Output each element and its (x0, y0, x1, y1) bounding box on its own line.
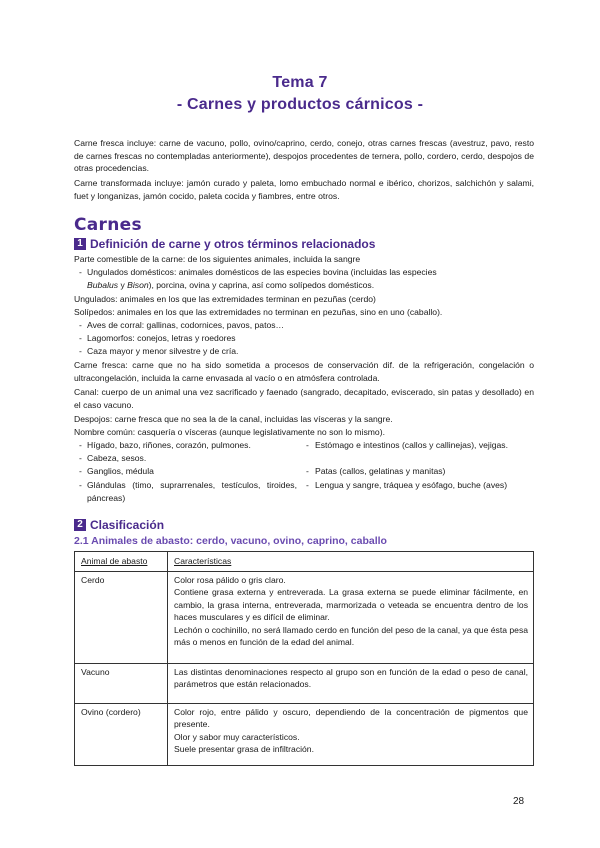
offal-item: Estómago e intestinos (callos y callinejas), vejigas. (315, 440, 508, 450)
fresh-meat-definition: Carne fresca: carne que no ha sido sometida a procesos de conservación dif. de la refrigeración, congelación o ultracongelación, incluida la carne envasada al vacío o en atmósfera controlada. (74, 360, 534, 383)
section-title: Carnes (74, 215, 142, 235)
bullet-dash: - (79, 333, 82, 343)
table-header-characteristics: Características (168, 552, 534, 572)
offal-item: Lengua y sangre, tráquea y esófago, buche (aves) (315, 480, 508, 490)
table-cell-animal: Vacuno (75, 663, 168, 703)
chapter-title: - Carnes y productos cárnicos - (176, 96, 424, 113)
heading-definition (74, 237, 375, 251)
bullet-dash: - (79, 267, 82, 277)
table-header-row (75, 552, 534, 572)
ungulates-domestic-text (87, 266, 534, 291)
chapter-number: Tema 7 (272, 74, 328, 91)
heading-text: Clasificación (90, 518, 165, 532)
characteristic-line: Color rosa pálido o gris claro. (174, 574, 286, 585)
bullet-dash: - (79, 480, 82, 490)
table-row (75, 571, 534, 663)
bullet-dash: - (79, 346, 82, 356)
characteristic-line: Color rojo, entre pálido y oscuro, dependiendo de la concentración de pigmentos que presente. (174, 706, 528, 729)
species-bison: Bison (127, 279, 149, 290)
offal-definition: Despojos: carne fresca que no sea la de la canal, incluidas las vísceras y la sangre. (74, 414, 393, 424)
characteristic-line: Lechón o cochinillo, no será llamado cerdo en función del peso de la canal, ya que ésta pesa más o menos en función de la edad del animal. (174, 624, 529, 647)
table-row (75, 663, 534, 703)
offal-item: Ganglios, médula (87, 466, 154, 476)
table-cell-characteristics (168, 703, 534, 765)
intro-fresh-meat: Carne fresca incluye: carne de vacuno, pollo, ovino/caprino, cerdo, conejo, otras carnes frescas (avestruz, pavo, resto de carnes frescas no contempladas anteriormente), despojos procedentes de ternera, pollo, cordero, cerdo, despojos de otras procedencias. (74, 138, 534, 173)
characteristic-line: Olor y sabor muy característicos. (174, 731, 300, 742)
table-row (75, 703, 534, 765)
characteristic-line: Suele presentar grasa de infiltración. (174, 744, 314, 754)
heading-classification (74, 518, 164, 532)
list-item: Aves de corral: gallinas, codornices, pavos, patos… (87, 320, 285, 330)
table-cell-characteristics (168, 571, 534, 663)
intro-transformed-meat: Carne transformada incluye: jamón curado y paleta, lomo embuchado normal e ibérico, chorizos, salchichón y salami, fuet y longanizas, jamón cocido, paleta cocida y fiambres, entre otros. (74, 178, 534, 201)
ungulates-text: Ungulados: animales en los que las extremidades terminan en pezuñas (cerdo) (74, 294, 376, 304)
common-name-definition: Nombre común: casquería o vísceras (aunque legislativamente no son lo mismo). (74, 427, 385, 437)
offal-item: Glándulas (timo, suprarrenales, testículos, tiroides, páncreas) (87, 480, 297, 503)
characteristic-line: Las distintas denominaciones respecto al grupo son en función de la edad o peso de canal, parámetros que están relacionados. (174, 666, 528, 689)
list-item: Caza mayor y menor silvestre y de cría. (87, 346, 239, 356)
edible-part-text: Parte comestible de la carne: de los siguientes animales, incluida la sangre (74, 254, 361, 264)
list-item: Lagomorfos: conejos, letras y roedores (87, 333, 236, 343)
bullet-dash: - (306, 440, 309, 450)
species-bubalus: Bubalus (87, 279, 119, 290)
ungulates-domestic-line1: Ungulados domésticos: animales domésticos de las especies bovina (incluidas las especies (87, 267, 437, 277)
heading-number: 2 (74, 519, 86, 531)
table-cell-animal: Cerdo (75, 571, 168, 663)
offal-item: Cabeza, sesos. (87, 453, 147, 463)
species-joiner: y (118, 279, 128, 290)
bullet-dash: - (79, 440, 82, 450)
heading-text: Definición de carne y otros términos relacionados (90, 237, 376, 251)
characteristic-line: Contiene grasa externa y entreverada. La grasa externa se puede eliminar fácilmente, en cambio, la grasa interna, entreverada, marmorizada o veteada se encuentra dentro de los haces musculares y es difícil de eliminar. (174, 587, 528, 622)
bullet-dash: - (306, 466, 309, 476)
bullet-dash: - (79, 453, 82, 463)
bullet-dash: - (79, 466, 82, 476)
table-cell-animal: Ovino (cordero) (75, 703, 168, 765)
offal-item: Patas (callos, gelatinas y manitas) (315, 466, 446, 476)
subheading-animals: 2.1 Animales de abasto: cerdo, vacuno, ovino, caprino, caballo (74, 535, 387, 547)
page-number: 28 (513, 796, 525, 807)
ungulates-domestic-line2: ), porcina, ovina y caprina, así como solípedos domésticos. (148, 279, 375, 290)
classification-table (74, 551, 534, 766)
table-cell-characteristics (168, 663, 534, 703)
table-header-animal: Animal de abasto (75, 552, 168, 572)
heading-number: 1 (74, 238, 86, 250)
solipeds-text: Solípedos: animales en los que las extremidades no terminan en pezuñas, sino en uno (caballo). (74, 307, 443, 317)
bullet-dash: - (306, 480, 309, 490)
carcass-definition: Canal: cuerpo de un animal una vez sacrificado y faenado (sangrado, decapitado, eviscerado, sin patas y desollado) en el caso vacuno. (74, 387, 534, 410)
bullet-dash: - (79, 320, 82, 330)
offal-item: Hígado, bazo, riñones, corazón, pulmones. (87, 440, 251, 450)
